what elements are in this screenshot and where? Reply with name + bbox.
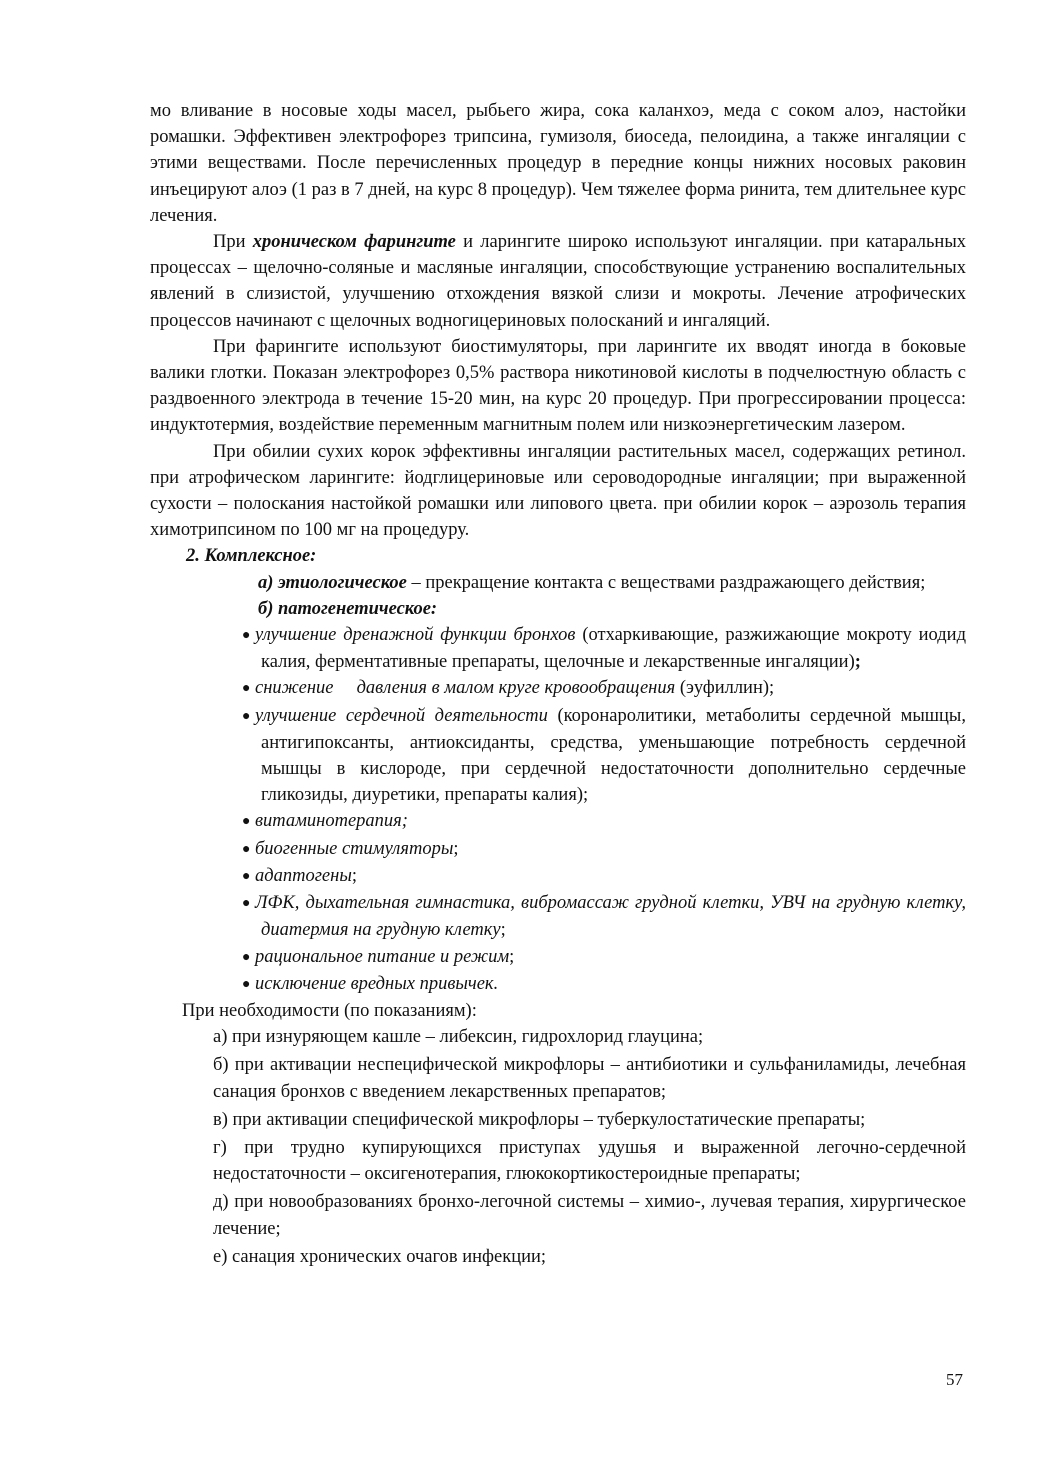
bullet-list — [150, 622, 966, 998]
bullet-icon: ● — [242, 976, 251, 992]
bullet-icon: ● — [242, 681, 251, 697]
list-item-text: (отхаркивающие, разжижающие мокроту иодид калия, ферментативные препараты, щелочные и лекарственные ингаляции) — [261, 625, 966, 673]
list-item-text: ; — [351, 865, 357, 886]
list-item-text: ; — [453, 838, 459, 859]
subsection-etiological — [222, 570, 966, 596]
list-item-term: рациональное питание и режим — [255, 946, 510, 967]
bullet-icon: ● — [242, 841, 251, 857]
paragraph-pharyngitis-lead: При — [213, 232, 253, 253]
paragraph-pharyngitis-text: и ларингите широко используют ингаляции. при катаральных процессах – щелочно-соляные и масляные ингаляции, способствующие устранению воспалительных явлений в слизистой, улучшению отхождения вязкой слизи и мокроты. Лечение атрофических процессов начинают с щелочных водногицериновых полосканий и ингаляций. — [150, 232, 966, 331]
section-title: 2. Комплексное: — [186, 546, 317, 567]
paragraph-biostimulators: При фарингите используют биостимуляторы, при ларингите их вводят иногда в боковые валики глотки. Показан электрофорез 0,5% раствора никотиновой кислоты в подчелюстную область с раздвоенного электрода в течение 15-20 мин, на курс 20 процедур. При прогрессировании процесса: индуктотермия, воздействие переменным магнитным полем или низкоэнергетическим лазером. — [150, 336, 966, 436]
document-page — [150, 98, 966, 1272]
list-item-term: снижение давления в малом круге кровообращения — [255, 678, 676, 699]
list-item — [242, 808, 966, 835]
list-item-text: ; — [500, 920, 506, 941]
list-item — [242, 836, 966, 863]
necessity-item: в) при активации специфической микрофлоры – туберкулостатические препараты; — [213, 1109, 866, 1130]
paragraph-pharyngitis — [150, 229, 966, 334]
bullet-icon: ● — [242, 628, 251, 644]
page-number: 57 — [946, 1370, 963, 1389]
necessity-item: б) при активации неспецифической микрофлоры – антибиотики и сульфаниламиды, лечебная санация бронхов с введением лекарственных препаратов; — [213, 1055, 966, 1102]
list-item-term: улучшение сердечной деятельности — [255, 705, 548, 726]
subsection-pathogenetic-title: б) патогенетическое: — [258, 598, 438, 619]
paragraph-rhinitis-treatment: мо вливание в носовые ходы масел, рыбьего жира, сока каланхоэ, меда с соком алоэ, настойки ромашки. Эффективен электрофорез трипсина, гумизоля, биоседа, пелоидина, а также ингаляции с этими веществами. После перечисленных процедур в передние концы нижних носовых раковин инъецируют алоэ (1 раз в 7 дней, на курс 8 процедур). Чем тяжелее форма ринита, тем длительнее курс лечения. — [150, 101, 966, 226]
list-item — [242, 622, 966, 675]
list-item-term: ЛФК, дыхательная гимнастика, вибромассаж грудной клетки, УВЧ на грудную клетку, диатермия на грудную клетку — [255, 893, 966, 941]
list-item-term: витаминотерапия; — [255, 811, 408, 832]
necessity-list — [213, 1024, 966, 1270]
necessity-item: д) при новообразованиях бронхо-легочной системы – химио-, лучевая терапия, хирургическое лечение; — [213, 1192, 966, 1239]
necessity-item: е) санация хронических очагов инфекции; — [213, 1246, 547, 1267]
list-item-text: (эуфиллин); — [675, 678, 775, 699]
list-item-text: (коронаролитики, метаболиты сердечной мышцы, антигипоксанты, антиоксиданты, средства, уменьшающие потребность сердечной мышцы в кислороде, при сердечной недостаточности дополнительно сердечные гликозиды, диуретики, препараты калия); — [261, 705, 966, 806]
list-item-term: биогенные стимуляторы — [255, 838, 454, 859]
list-item-end: ; — [854, 652, 861, 673]
subsection-etiological-text: – прекращение контакта с веществами раздражающего действия; — [406, 572, 926, 593]
list-item — [242, 675, 966, 702]
list-item — [242, 971, 966, 998]
necessity-item: г) при трудно купирующихся приступах удушья и выраженной легочно-сердечной недостаточности – оксигенотерапия, глюкокортикостероидные препараты; — [213, 1137, 966, 1185]
bullet-icon: ● — [242, 814, 251, 830]
necessity-intro: При необходимости (по показаниям): — [182, 1000, 477, 1021]
bullet-icon: ● — [242, 868, 251, 884]
list-item-text: ; — [509, 946, 515, 967]
paragraph-pharyngitis-term: хроническом фарингите — [252, 232, 456, 253]
subsection-etiological-title: а) этиологическое — [258, 572, 407, 593]
list-item-term: адаптогены — [255, 865, 352, 886]
list-item — [242, 703, 966, 809]
bullet-icon: ● — [242, 708, 251, 724]
list-item-term: улучшение дренажной функции бронхов — [255, 625, 576, 646]
list-item — [242, 944, 966, 971]
list-item-term: исключение вредных привычек. — [255, 973, 499, 994]
list-item — [242, 863, 966, 890]
bullet-icon: ● — [242, 896, 251, 912]
paragraph-dry-crusts: При обилии сухих корок эффективны ингаляции растительных масел, содержащих ретинол. при атрофическом ларингите: йодглицериновые или сероводородные ингаляции; при выраженной сухости – полоскания настойкой ромашки или липового цвета. при обилии корок – аэрозоль терапия химотрипсином по 100 мг на процедуру. — [150, 441, 966, 541]
necessity-item: а) при изнуряющем кашле – либексин, гидрохлорид глауцина; — [213, 1027, 704, 1048]
list-item — [242, 890, 966, 943]
bullet-icon: ● — [242, 949, 251, 965]
